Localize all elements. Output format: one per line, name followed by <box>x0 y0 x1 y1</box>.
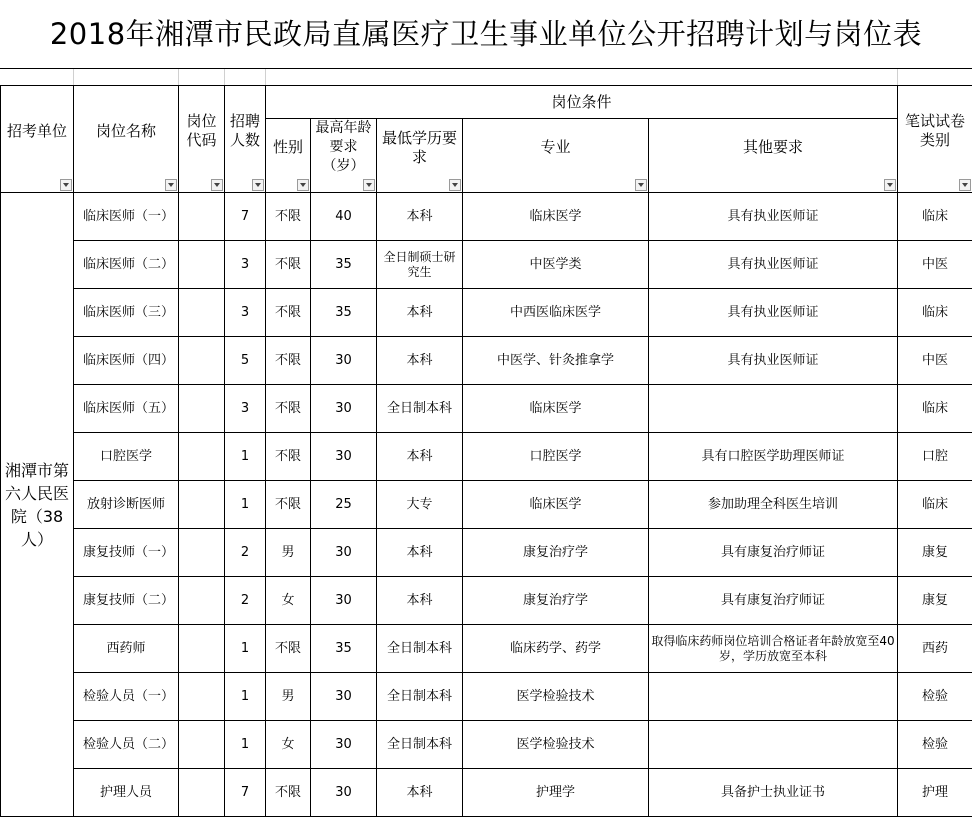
hire-count-cell: 1 <box>225 721 266 769</box>
table-row <box>1 625 972 673</box>
post-name-text: 放射诊断医师 <box>87 496 165 514</box>
filter-dropdown-icon[interactable] <box>449 179 461 191</box>
filter-dropdown-icon[interactable] <box>959 179 971 191</box>
filter-dropdown-icon[interactable] <box>297 179 309 191</box>
post-name-cell <box>74 241 179 289</box>
major-cell: 中医学、针灸推拿学 <box>463 337 649 385</box>
hire-count-cell: 5 <box>225 337 266 385</box>
post-code-cell <box>179 625 225 673</box>
header-gender: 性别 <box>266 119 311 193</box>
post-name-cell <box>74 289 179 337</box>
exam-type-cell: 中医 <box>898 337 972 385</box>
table-row <box>1 529 972 577</box>
min-edu-cell: 全日制硕士研究生 <box>377 241 463 289</box>
exam-type-cell: 西药 <box>898 625 972 673</box>
gender-cell: 不限 <box>266 241 311 289</box>
min-edu-cell: 全日制本科 <box>377 673 463 721</box>
post-name-cell <box>74 577 179 625</box>
filter-dropdown-icon[interactable] <box>635 179 647 191</box>
post-code-cell <box>179 193 225 241</box>
post-name-text: 临床医师（四） <box>83 352 169 370</box>
exam-type-cell: 临床 <box>898 385 972 433</box>
other-requirements-cell: 具有口腔医学助理医师证 <box>649 433 898 481</box>
gender-cell: 女 <box>266 721 311 769</box>
table-row <box>1 721 972 769</box>
post-name-text: 检验人员（二） <box>83 736 169 754</box>
header-unit: 招考单位 <box>1 86 74 193</box>
header-min-edu: 最低学历要求 <box>377 119 463 193</box>
post-name-text: 康复技师（一） <box>83 544 169 562</box>
hire-count-cell: 2 <box>225 577 266 625</box>
hire-count-cell: 7 <box>225 193 266 241</box>
exam-type-cell: 护理 <box>898 769 972 817</box>
other-requirements-cell: 具有康复治疗师证 <box>649 529 898 577</box>
other-requirements-cell: 具有执业医师证 <box>649 337 898 385</box>
min-edu-cell: 本科 <box>377 337 463 385</box>
page-title: 2018年湘潭市民政局直属医疗卫生事业单位公开招聘计划与岗位表 <box>0 0 972 69</box>
post-code-cell <box>179 769 225 817</box>
major-cell: 中医学类 <box>463 241 649 289</box>
filter-dropdown-icon[interactable] <box>252 179 264 191</box>
post-code-cell <box>179 433 225 481</box>
table-row <box>1 673 972 721</box>
post-code-cell <box>179 289 225 337</box>
min-edu-cell: 本科 <box>377 577 463 625</box>
gender-cell: 不限 <box>266 769 311 817</box>
hire-count-cell: 1 <box>225 673 266 721</box>
max-age-cell: 30 <box>311 385 377 433</box>
max-age-cell: 30 <box>311 337 377 385</box>
gender-cell: 男 <box>266 529 311 577</box>
other-requirements-cell: 参加助理全科医生培训 <box>649 481 898 529</box>
major-cell: 临床医学 <box>463 193 649 241</box>
major-cell: 医学检验技术 <box>463 721 649 769</box>
exam-type-cell: 临床 <box>898 193 972 241</box>
spreadsheet-gap-row <box>0 69 972 86</box>
other-requirements-cell: 具有执业医师证 <box>649 241 898 289</box>
max-age-cell: 30 <box>311 577 377 625</box>
post-name-cell <box>74 433 179 481</box>
other-requirements-cell: 具有康复治疗师证 <box>649 577 898 625</box>
post-name-cell <box>74 625 179 673</box>
gender-cell: 不限 <box>266 481 311 529</box>
exam-type-cell: 中医 <box>898 241 972 289</box>
max-age-cell: 30 <box>311 721 377 769</box>
gender-cell: 女 <box>266 577 311 625</box>
hire-count-cell: 3 <box>225 241 266 289</box>
major-cell: 临床药学、药学 <box>463 625 649 673</box>
table-row <box>1 289 972 337</box>
min-edu-cell: 本科 <box>377 193 463 241</box>
other-requirements-cell: 具有执业医师证 <box>649 289 898 337</box>
exam-type-cell: 临床 <box>898 481 972 529</box>
header-conditions: 岗位条件 <box>266 86 898 119</box>
post-name-text: 护理人员 <box>100 784 152 802</box>
hire-count-cell: 7 <box>225 769 266 817</box>
exam-type-cell: 临床 <box>898 289 972 337</box>
post-name-text: 西药师 <box>106 640 145 658</box>
min-edu-cell: 本科 <box>377 529 463 577</box>
major-cell: 中西医临床医学 <box>463 289 649 337</box>
table-row <box>1 769 972 817</box>
post-code-cell <box>179 337 225 385</box>
header-post-code: 岗位代码 <box>179 86 225 193</box>
header-post-name: 岗位名称 <box>74 86 179 193</box>
min-edu-cell: 本科 <box>377 289 463 337</box>
post-name-text: 口腔医学 <box>100 448 152 466</box>
filter-dropdown-icon[interactable] <box>211 179 223 191</box>
post-name-cell <box>74 769 179 817</box>
post-name-text: 临床医师（二） <box>83 256 169 274</box>
major-cell: 临床医学 <box>463 385 649 433</box>
post-code-cell <box>179 529 225 577</box>
min-edu-cell: 全日制本科 <box>377 625 463 673</box>
other-requirements-cell: 具备护士执业证书 <box>649 769 898 817</box>
post-code-cell <box>179 241 225 289</box>
header-other: 其他要求 <box>649 119 898 193</box>
post-name-text: 临床医师（五） <box>83 400 169 418</box>
major-cell: 护理学 <box>463 769 649 817</box>
other-requirements-cell: 取得临床药师岗位培训合格证者年龄放宽至40岁，学历放宽至本科 <box>649 625 898 673</box>
exam-type-cell: 检验 <box>898 721 972 769</box>
exam-type-cell: 口腔 <box>898 433 972 481</box>
table-row <box>1 337 972 385</box>
header-major: 专业 <box>463 119 649 193</box>
hire-count-cell: 1 <box>225 481 266 529</box>
min-edu-cell: 大专 <box>377 481 463 529</box>
max-age-cell: 35 <box>311 289 377 337</box>
filter-dropdown-icon[interactable] <box>165 179 177 191</box>
table-row <box>1 193 972 241</box>
min-edu-cell: 全日制本科 <box>377 721 463 769</box>
post-name-cell <box>74 529 179 577</box>
min-edu-cell: 本科 <box>377 769 463 817</box>
other-requirements-cell: 具有执业医师证 <box>649 193 898 241</box>
gender-cell: 不限 <box>266 385 311 433</box>
max-age-cell: 30 <box>311 529 377 577</box>
post-name-cell <box>74 337 179 385</box>
min-edu-cell: 本科 <box>377 433 463 481</box>
exam-type-cell: 康复 <box>898 529 972 577</box>
max-age-cell: 40 <box>311 193 377 241</box>
post-name-cell <box>74 673 179 721</box>
post-name-cell <box>74 721 179 769</box>
hire-count-cell: 3 <box>225 385 266 433</box>
major-cell: 医学检验技术 <box>463 673 649 721</box>
post-code-cell <box>179 721 225 769</box>
post-name-text: 临床医师（一） <box>83 208 169 226</box>
other-requirements-cell <box>649 673 898 721</box>
major-cell: 康复治疗学 <box>463 577 649 625</box>
post-code-cell <box>179 385 225 433</box>
gender-cell: 不限 <box>266 625 311 673</box>
exam-type-cell: 康复 <box>898 577 972 625</box>
post-name-cell <box>74 481 179 529</box>
major-cell: 康复治疗学 <box>463 529 649 577</box>
post-code-cell <box>179 481 225 529</box>
other-requirements-cell <box>649 721 898 769</box>
post-name-text: 检验人员（一） <box>83 688 169 706</box>
major-cell: 口腔医学 <box>463 433 649 481</box>
header-max-age: 最高年龄要求（岁） <box>311 119 377 193</box>
table-row <box>1 433 972 481</box>
exam-type-cell: 检验 <box>898 673 972 721</box>
post-code-cell <box>179 577 225 625</box>
other-requirements-cell <box>649 385 898 433</box>
post-name-text: 临床医师（三） <box>83 304 169 322</box>
filter-dropdown-icon[interactable] <box>60 179 72 191</box>
post-name-cell <box>74 385 179 433</box>
hire-count-cell: 1 <box>225 433 266 481</box>
filter-dropdown-icon[interactable] <box>363 179 375 191</box>
table-row <box>1 577 972 625</box>
gender-cell: 不限 <box>266 433 311 481</box>
table-row <box>1 481 972 529</box>
gender-cell: 不限 <box>266 337 311 385</box>
max-age-cell: 30 <box>311 673 377 721</box>
max-age-cell: 35 <box>311 625 377 673</box>
max-age-cell: 30 <box>311 769 377 817</box>
header-exam-type: 笔试试卷类别 <box>898 86 972 193</box>
hire-count-cell: 3 <box>225 289 266 337</box>
table-row <box>1 385 972 433</box>
max-age-cell: 30 <box>311 433 377 481</box>
recruitment-table <box>0 85 972 817</box>
post-code-cell <box>179 673 225 721</box>
post-name-text: 康复技师（二） <box>83 592 169 610</box>
hire-count-cell: 1 <box>225 625 266 673</box>
filter-dropdown-icon[interactable] <box>884 179 896 191</box>
unit-name-cell: 湘潭市第六人民医院（38人） <box>1 193 74 817</box>
gender-cell: 不限 <box>266 193 311 241</box>
hire-count-cell: 2 <box>225 529 266 577</box>
major-cell: 临床医学 <box>463 481 649 529</box>
min-edu-cell: 全日制本科 <box>377 385 463 433</box>
header-hire-count: 招聘人数 <box>225 86 266 193</box>
gender-cell: 不限 <box>266 289 311 337</box>
max-age-cell: 25 <box>311 481 377 529</box>
table-row <box>1 241 972 289</box>
max-age-cell: 35 <box>311 241 377 289</box>
post-name-cell <box>74 193 179 241</box>
gender-cell: 男 <box>266 673 311 721</box>
